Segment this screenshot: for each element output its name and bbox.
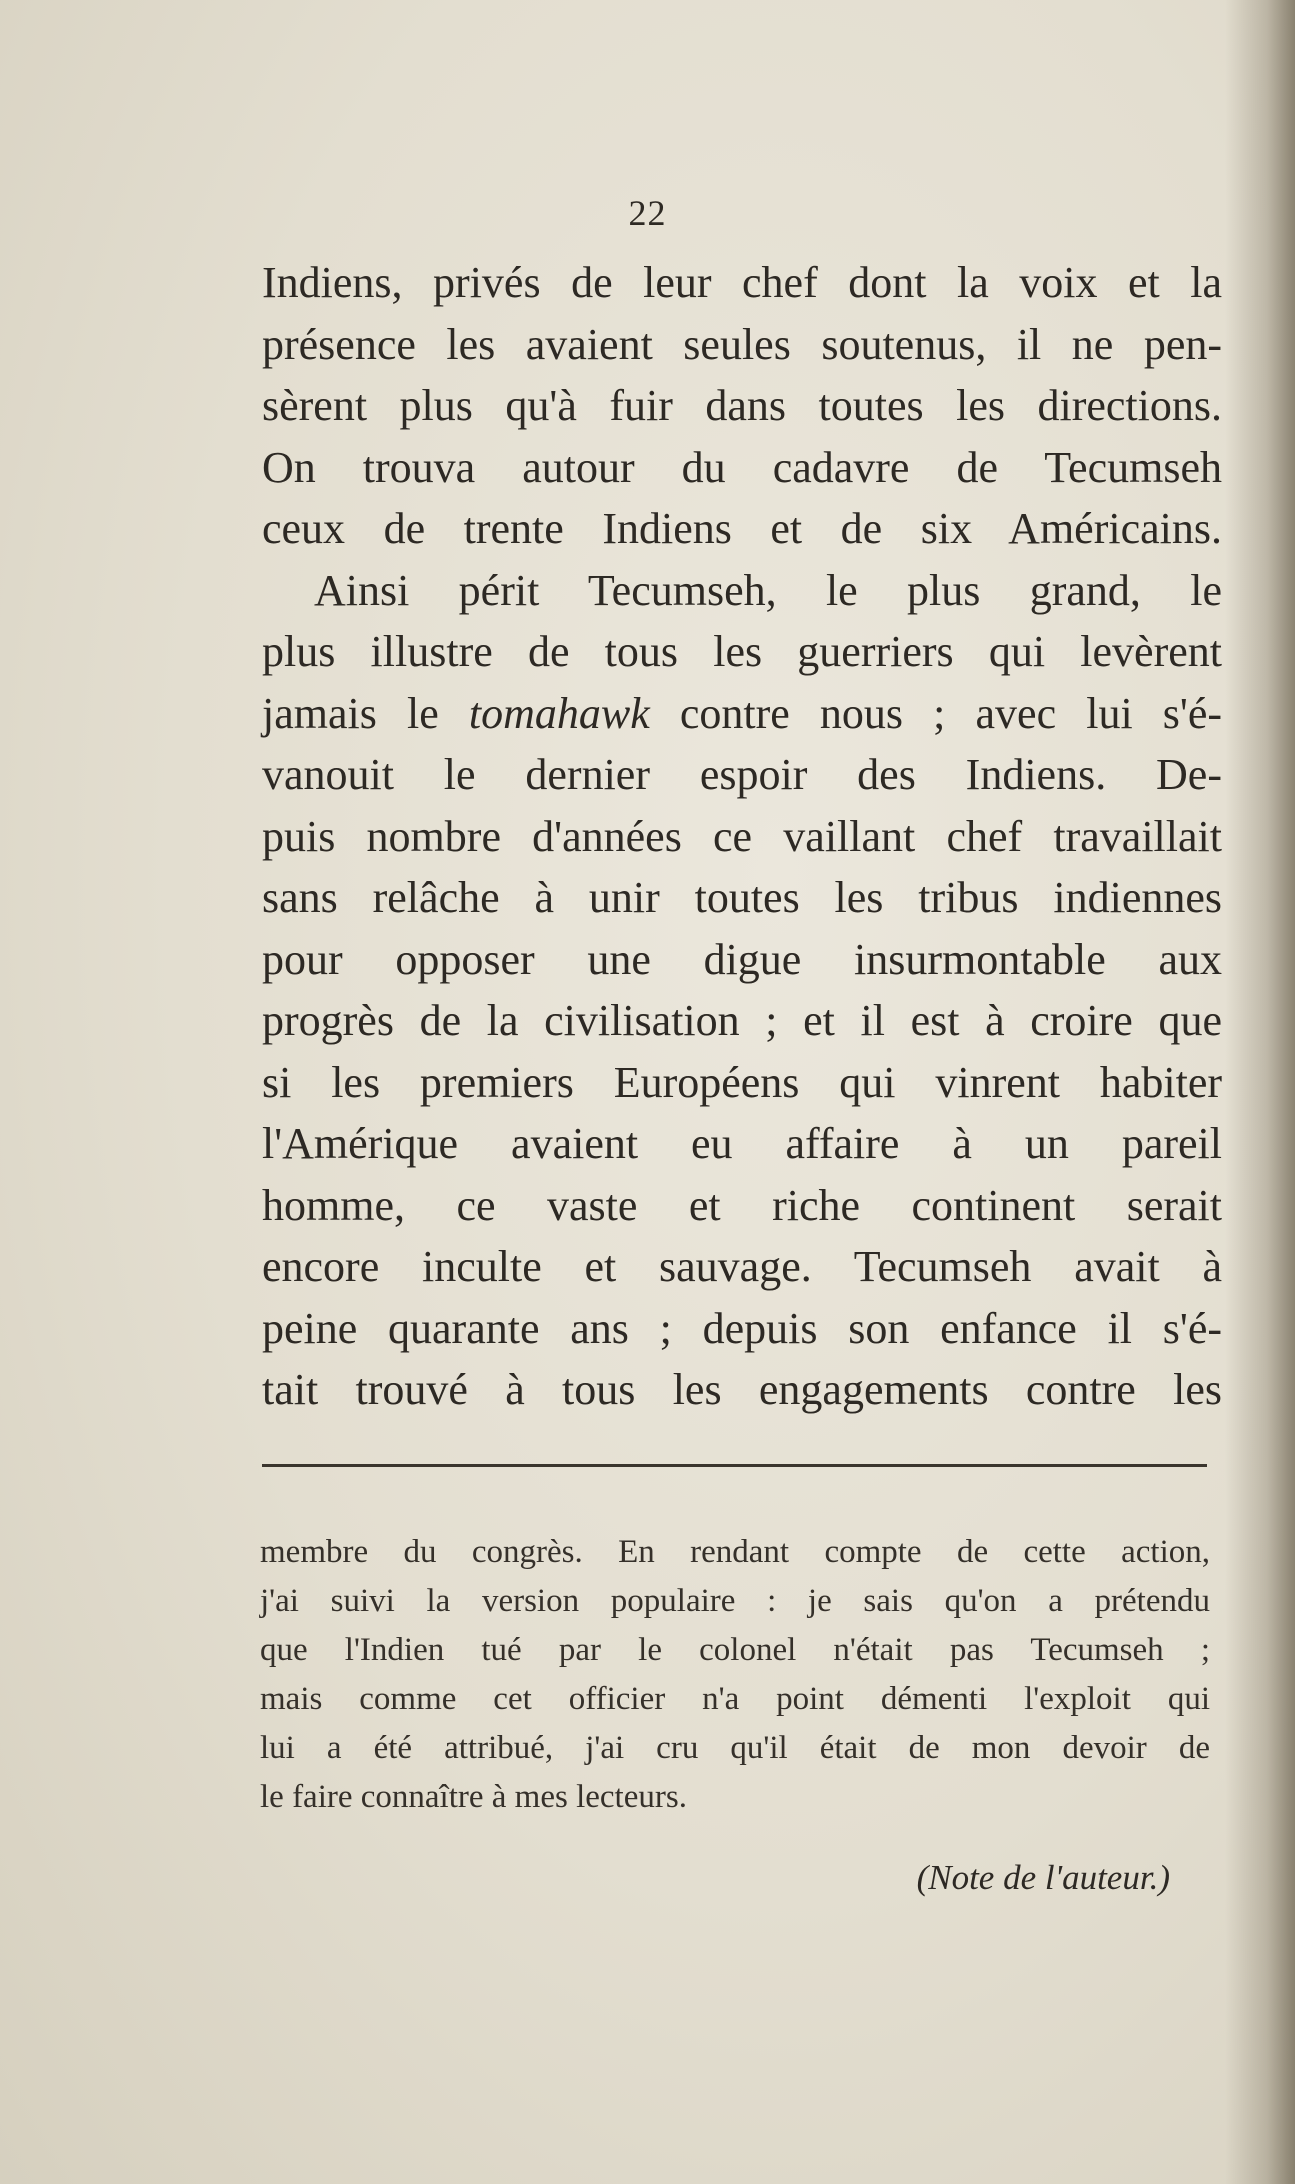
italic-term: tomahawk: [468, 688, 650, 738]
text-line: présence les avaient seules soutenus, il ne pen-: [262, 319, 1222, 369]
footnote-line: le faire connaître à mes lecteurs.: [260, 1779, 687, 1815]
footnote: [260, 1528, 1210, 1822]
page-number: 22: [628, 193, 667, 233]
text-line: plus illustre de tous les guerriers qui levèrent: [262, 627, 1222, 676]
text-line: ceux de trente Indiens et de six Américains.: [262, 504, 1222, 553]
main-text: [262, 252, 1222, 1421]
text-line: vanouit le dernier espoir des Indiens. De-: [262, 750, 1222, 799]
text-fragment: contre nous ; avec lui s'é-: [679, 688, 1223, 738]
text-line: progrès de la civilisation ; et il est à croire que: [262, 996, 1222, 1045]
footnote-rule: [262, 1464, 1207, 1467]
text-line: pour opposer une digue insurmontable aux: [262, 934, 1222, 984]
text-line: sèrent plus qu'à fuir dans toutes les directions.: [262, 381, 1222, 430]
text-line: tait trouvé à tous les engagements contre les: [262, 1365, 1222, 1414]
text-line: si les premiers Européens qui vinrent habiter: [262, 1057, 1222, 1107]
text-line: encore inculte et sauvage. Tecumseh avait à: [262, 1242, 1222, 1291]
text-line: l'Amérique avaient eu affaire à un pareil: [262, 1119, 1222, 1168]
text-line: sans relâche à unir toutes les tribus indiennes: [262, 873, 1222, 922]
text-line-with-italic: [262, 683, 1222, 745]
text-fragment: jamais le: [262, 688, 439, 738]
text-line: homme, ce vaste et riche continent serait: [262, 1180, 1222, 1230]
footnote-line: que l'Indien tué par le colonel n'était pas Tecumseh ;: [260, 1632, 1210, 1668]
footnote-line: j'ai suivi la version populaire : je sais qu'on a prétendu: [260, 1583, 1210, 1619]
text-line: peine quarante ans ; depuis son enfance il s'é-: [262, 1303, 1222, 1353]
footnote-line: membre du congrès. En rendant compte de cette action,: [260, 1534, 1210, 1570]
text-line: Indiens, privés de leur chef dont la voix et la: [262, 258, 1222, 307]
footnote-line: mais comme cet officier n'a point démenti l'exploit qui: [260, 1681, 1210, 1717]
footnote-line: lui a été attribué, j'ai cru qu'il était de mon devoir de: [260, 1730, 1210, 1766]
text-line: On trouva autour du cadavre de Tecumseh: [262, 442, 1222, 492]
footnote-attribution: (Note de l'auteur.): [916, 1858, 1170, 1897]
text-line: puis nombre d'années ce vaillant chef travaillait: [262, 811, 1222, 861]
text-line: Ainsi périt Tecumseh, le plus grand, le: [314, 565, 1222, 615]
spine-shadow: [1225, 0, 1295, 2184]
